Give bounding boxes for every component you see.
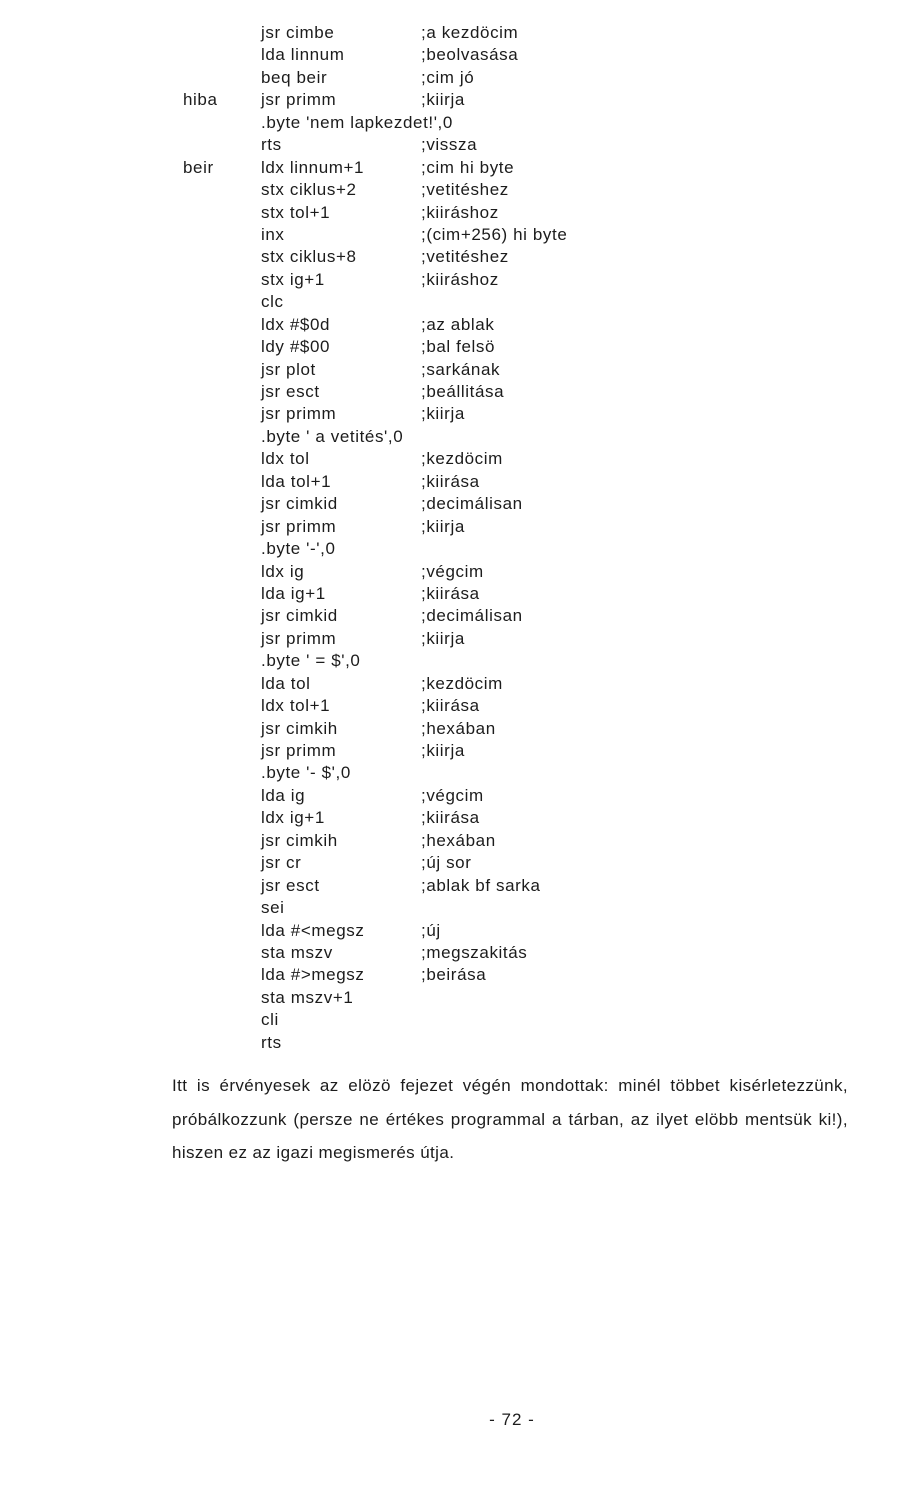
- code-line: [0, 762, 900, 784]
- code-instruction: lda #<megsz: [261, 920, 365, 940]
- code-instruction: beq beir: [261, 67, 328, 87]
- code-line: [0, 44, 900, 66]
- code-comment: ;kezdöcim: [421, 673, 503, 693]
- code-instruction: .byte '-',0: [261, 539, 336, 559]
- code-instruction: clc: [261, 292, 284, 312]
- code-comment: ;beállitása: [421, 382, 505, 401]
- code-line: [0, 22, 900, 44]
- code-label: beir: [183, 157, 214, 177]
- code-instruction: ldx ig: [261, 561, 305, 581]
- code-comment: ;végcim: [421, 561, 484, 581]
- code-line: [0, 740, 900, 762]
- code-comment: ;kiirása: [421, 808, 480, 828]
- code-line: [0, 718, 900, 740]
- code-line: [0, 381, 900, 403]
- code-instruction: stx tol+1: [261, 202, 331, 222]
- code-instruction: jsr plot: [261, 359, 316, 379]
- code-instruction: .byte '- $',0: [261, 763, 351, 783]
- code-line: [0, 987, 900, 1009]
- code-comment: ;kiirása: [421, 471, 480, 491]
- code-comment: ;vetitéshez: [421, 180, 509, 200]
- code-line: [0, 493, 900, 515]
- code-line: [0, 673, 900, 695]
- code-instruction: stx ciklus+2: [261, 180, 357, 200]
- code-line: [0, 785, 900, 807]
- code-line: [0, 1009, 900, 1031]
- code-instruction: lda tol: [261, 673, 311, 693]
- code-instruction: ldx tol+1: [261, 696, 331, 716]
- code-line: [0, 157, 900, 179]
- code-line: [0, 1032, 900, 1054]
- code-comment: ;kiirja: [421, 741, 465, 760]
- code-instruction: lda #>megsz: [261, 965, 365, 985]
- code-line: [0, 695, 900, 717]
- code-instruction: stx ciklus+8: [261, 247, 357, 267]
- code-line: [0, 112, 900, 134]
- code-line: [0, 964, 900, 986]
- code-instruction: jsr primm: [261, 404, 337, 424]
- code-line: [0, 426, 900, 448]
- code-line: [0, 246, 900, 268]
- code-line: [0, 202, 900, 224]
- code-line: [0, 134, 900, 156]
- code-line: [0, 852, 900, 874]
- code-line: [0, 875, 900, 897]
- code-line: [0, 538, 900, 560]
- code-comment: ;decimálisan: [421, 606, 523, 626]
- code-comment: ;kiirja: [421, 404, 465, 424]
- code-instruction: stx ig+1: [261, 269, 325, 289]
- code-comment: ;kiirása: [421, 583, 480, 603]
- code-line: [0, 583, 900, 605]
- code-line: [0, 942, 900, 964]
- code-comment: ;cim jó: [421, 67, 475, 87]
- code-line: [0, 67, 900, 89]
- code-comment: ;beolvasása: [421, 45, 519, 65]
- code-instruction: sta mszv: [261, 942, 333, 962]
- code-comment: ;vetitéshez: [421, 247, 509, 267]
- code-line: [0, 359, 900, 381]
- code-line: [0, 179, 900, 201]
- code-instruction: sta mszv+1: [261, 987, 354, 1007]
- code-line: [0, 561, 900, 583]
- code-line: [0, 448, 900, 470]
- code-instruction: cli: [261, 1010, 279, 1030]
- code-instruction: lda ig: [261, 785, 306, 805]
- code-instruction: .byte ' a vetités',0: [261, 426, 404, 446]
- code-instruction: lda ig+1: [261, 583, 326, 603]
- code-instruction: rts: [261, 135, 282, 155]
- code-instruction: jsr esct: [261, 875, 320, 895]
- code-line: [0, 336, 900, 358]
- code-comment: ;beirása: [421, 965, 487, 985]
- code-instruction: .byte 'nem lapkezdet!',0: [261, 112, 453, 132]
- code-comment: ;vissza: [421, 135, 478, 155]
- code-comment: ;kiiráshoz: [421, 202, 499, 222]
- code-comment: ;kezdöcim: [421, 449, 503, 469]
- code-line: [0, 403, 900, 425]
- code-comment: ;új: [421, 920, 441, 940]
- code-line: [0, 291, 900, 313]
- code-instruction: inx: [261, 224, 285, 244]
- code-label: hiba: [183, 90, 218, 110]
- code-line: [0, 628, 900, 650]
- code-instruction: lda linnum: [261, 45, 345, 65]
- code-comment: ;kiirása: [421, 696, 480, 716]
- code-instruction: jsr primm: [261, 516, 337, 536]
- code-instruction: jsr cimkih: [261, 830, 338, 850]
- code-instruction: lda tol+1: [261, 471, 332, 491]
- code-comment: ;decimálisan: [421, 494, 523, 514]
- page-number: - 72 -: [489, 1410, 535, 1429]
- code-line: [0, 897, 900, 919]
- code-instruction: jsr primm: [261, 741, 337, 760]
- code-comment: ;bal felsö: [421, 337, 496, 357]
- code-instruction: ldx linnum+1: [261, 157, 365, 177]
- body-paragraph: Itt is érvényesek az elözö fejezet végén mondottak: minél többet kisérletezzünk, próbálkozzunk (persze ne értékes programmal a tárban, az ilyet elöbb mentsük ki!), hiszen ez az igazi megismerés útja.: [172, 1076, 848, 1162]
- code-comment: ;megszakitás: [421, 942, 528, 962]
- code-line: [0, 650, 900, 672]
- code-comment: ;(cim+256) hi byte: [421, 224, 568, 244]
- code-line: [0, 269, 900, 291]
- code-comment: ;kiirja: [421, 516, 465, 536]
- code-line: [0, 224, 900, 246]
- code-comment: ;cim hi byte: [421, 157, 515, 177]
- code-line: [0, 807, 900, 829]
- code-instruction: ldy #$00: [261, 337, 331, 357]
- code-comment: ;végcim: [421, 785, 484, 805]
- code-comment: ;a kezdöcim: [421, 23, 519, 42]
- code-comment: ;az ablak: [421, 314, 495, 334]
- code-instruction: jsr primm: [261, 90, 337, 110]
- code-line: [0, 471, 900, 493]
- code-line: [0, 314, 900, 336]
- code-instruction: jsr cr: [261, 853, 302, 873]
- code-comment: ;hexában: [421, 718, 496, 738]
- code-instruction: sei: [261, 898, 285, 918]
- code-line: [0, 516, 900, 538]
- code-line: [0, 830, 900, 852]
- code-comment: ;kiirja: [421, 90, 465, 110]
- code-comment: ;kiirja: [421, 628, 465, 648]
- code-instruction: rts: [261, 1032, 282, 1052]
- code-comment: ;hexában: [421, 830, 496, 850]
- code-instruction: .byte ' = $',0: [261, 651, 361, 671]
- code-instruction: jsr cimbe: [261, 23, 335, 42]
- code-instruction: jsr esct: [261, 382, 320, 401]
- code-line: [0, 89, 900, 111]
- code-instruction: jsr cimkid: [261, 494, 338, 514]
- code-instruction: ldx #$0d: [261, 314, 331, 334]
- code-comment: ;ablak bf sarka: [421, 875, 541, 895]
- code-instruction: jsr cimkih: [261, 718, 338, 738]
- code-comment: ;kiiráshoz: [421, 269, 499, 289]
- assembly-listing: [0, 22, 900, 1054]
- code-comment: ;új sor: [421, 853, 472, 873]
- code-line: [0, 605, 900, 627]
- code-instruction: ldx tol: [261, 449, 310, 469]
- code-instruction: ldx ig+1: [261, 808, 325, 828]
- code-line: [0, 920, 900, 942]
- code-instruction: jsr cimkid: [261, 606, 338, 626]
- code-comment: ;sarkának: [421, 359, 501, 379]
- code-instruction: jsr primm: [261, 628, 337, 648]
